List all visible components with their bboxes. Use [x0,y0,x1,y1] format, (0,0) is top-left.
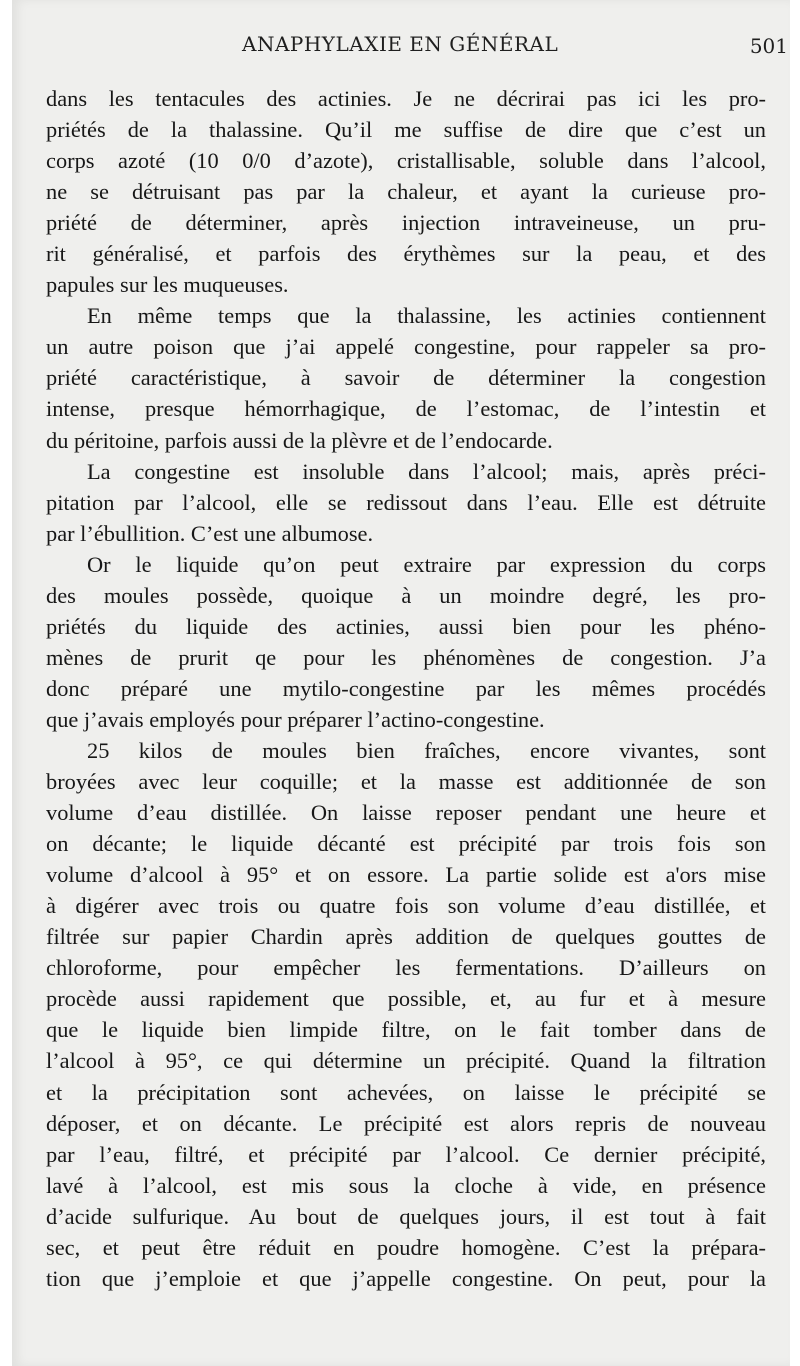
text-line: procède aussi rapidement que possible, et, au fur et à mesure [46,986,766,1012]
text-line: et la précipitation sont achevées, on laisse le précipité se [46,1079,766,1105]
text-line: priétés du liquide des actinies, aussi bien pour les phéno- [46,613,766,639]
text-line: dans les tentacules des actinies. Je ne décrirai pas ici les pro- [46,86,766,111]
text-line: volume d’alcool à 95° et on essore. La partie solide est a'ors mise [46,862,766,888]
text-line: d’acide sulfurique. Au bout de quelques jours, il est tout à fait [46,1203,766,1229]
text-line: pitation par l’alcool, elle se redissout dans l’eau. Elle est détruite [46,489,766,515]
text-line: corps azoté (10 0/0 d’azote), cristallisable, soluble dans l’alcool, [46,148,766,174]
text-line: filtrée sur papier Chardin après addition de quelques gouttes de [46,924,766,950]
page-number: 501 [749,34,788,58]
text-line: que j’avais employés pour préparer l’actino-congestine. [46,706,545,732]
text-line: déposer, et on décante. Le précipité est alors repris de nouveau [46,1110,766,1136]
text-line: intense, presque hémorrhagique, de l’estomac, de l’intestin et [46,396,766,422]
text-line: broyées avec leur coquille; et la masse est additionnée de son [46,769,766,795]
text-line: un autre poison que j’ai appelé congestine, pour rappeler sa pro- [46,334,766,360]
text-line: par l’eau, filtré, et précipité par l’alcool. Ce dernier précipité, [46,1141,766,1167]
text-line: que le liquide bien limpide filtre, on le fait tomber dans de [46,1017,766,1043]
text-line: Or le liquide qu’on peut extraire par expression du corps [87,551,766,577]
running-title: ANAPHYLAXIE EN GÉNÉRAL [242,32,559,56]
text-line: des moules possède, quoique à un moindre degré, les pro- [46,582,766,608]
text-line: sec, et peut être réduit en poudre homogène. C’est la prépara- [46,1234,766,1260]
book-page [12,0,790,1366]
text-line: 25 kilos de moules bien fraîches, encore vivantes, sont [87,737,766,763]
body-text [46,83,766,1294]
text-line: rit généralisé, et parfois des érythèmes sur la peau, et des [46,241,766,267]
text-line: La congestine est insoluble dans l’alcool; mais, après préci- [87,458,766,484]
text-line: priétés de la thalassine. Qu’il me suffise de dire que c’est un [46,117,766,143]
text-line: mènes de prurit qe pour les phénomènes de congestion. J’a [46,644,766,670]
text-line: lavé à l’alcool, est mis sous la cloche à vide, en présence [46,1172,766,1198]
text-line: En même temps que la thalassine, les actinies contiennent [87,303,766,329]
text-line: papules sur les muqueuses. [46,272,289,298]
text-line: volume d’eau distillée. On laisse reposer pendant une heure et [46,800,766,826]
text-line: on décante; le liquide décanté est précipité par trois fois son [46,831,766,857]
text-line: tion que j’emploie et que j’appelle congestine. On peut, pour la [46,1265,766,1291]
text-line: l’alcool à 95°, ce qui détermine un précipité. Quand la filtration [46,1048,766,1074]
text-line: du péritoine, parfois aussi de la plèvre et de l’endocarde. [46,427,553,453]
text-line: à digérer avec trois ou quatre fois son volume d’eau distillée, et [46,893,766,919]
page-header [12,30,790,70]
text-line: donc préparé une mytilo-congestine par les mêmes procédés [46,675,766,701]
text-line: priété caractéristique, à savoir de déterminer la congestion [46,365,766,391]
text-line: par l’ébullition. C’est une albumose. [46,520,374,546]
text-line: priété de déterminer, après injection intraveineuse, un pru- [46,210,766,236]
text-line: chloroforme, pour empêcher les fermentations. D’ailleurs on [46,955,766,981]
text-line: ne se détruisant pas par la chaleur, et ayant la curieuse pro- [46,179,766,205]
